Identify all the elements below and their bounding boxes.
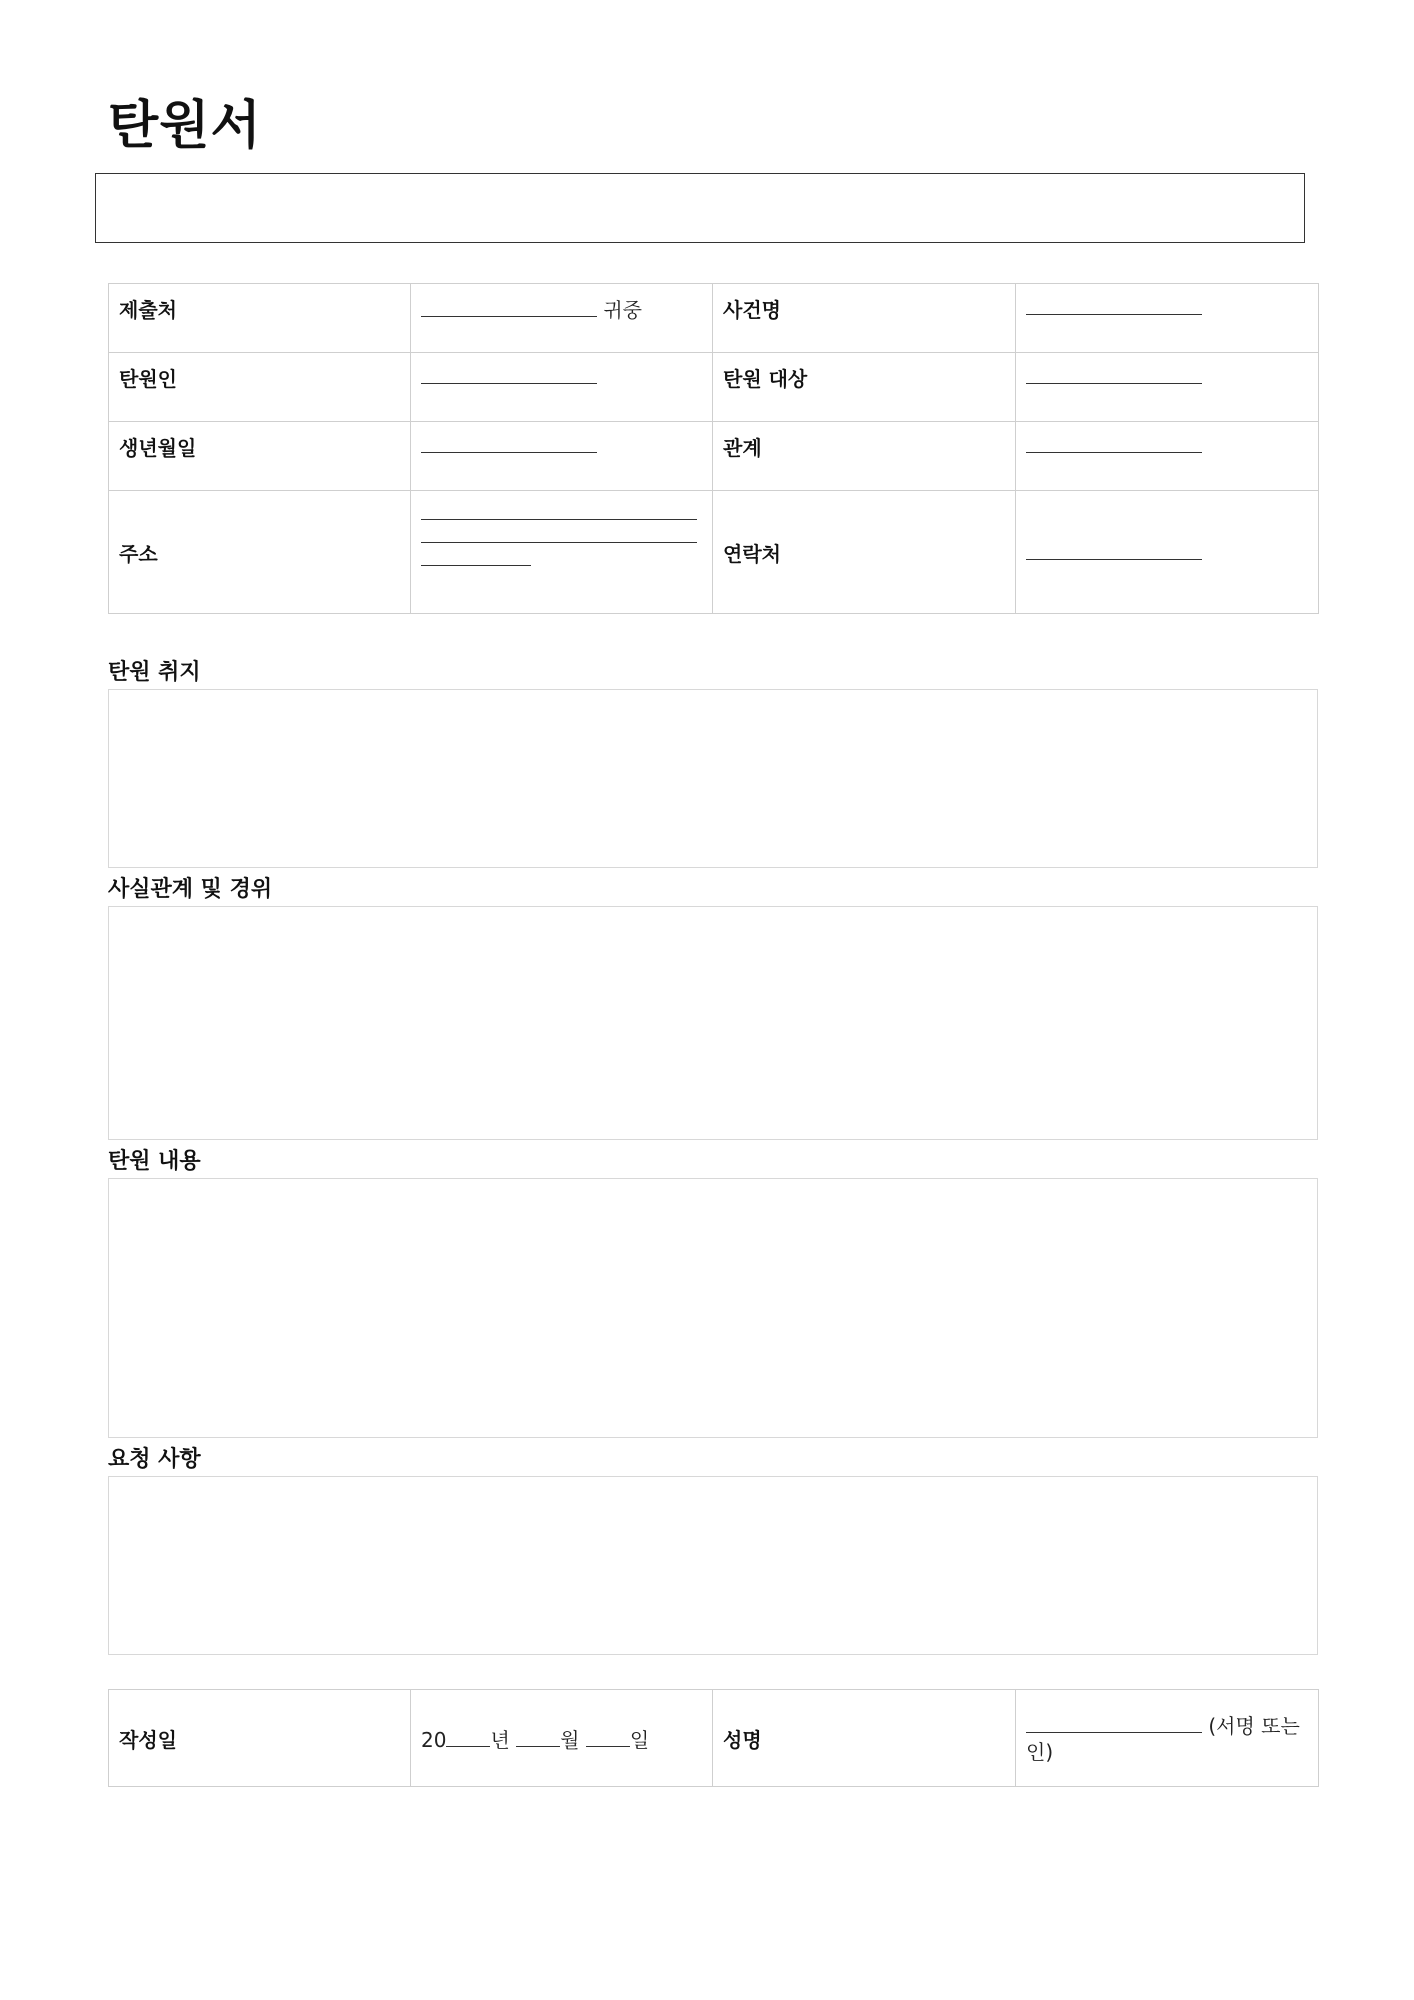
date-label: 작성일 (109, 1690, 411, 1787)
submit-to-suffix: 귀중 (603, 298, 642, 322)
signature-table (108, 1689, 1319, 1787)
petitioner-blank[interactable] (421, 363, 597, 384)
petitioner-label: 탄원인 (109, 353, 411, 422)
info-table (108, 283, 1319, 614)
request-label: 요청 사항 (108, 1447, 201, 1472)
date-prefix: 20 (421, 1727, 447, 1752)
request-textbox[interactable] (108, 1476, 1318, 1655)
petitioner-field[interactable] (411, 353, 713, 422)
relation-field[interactable] (1016, 422, 1319, 491)
contact-label: 연락처 (713, 491, 1016, 614)
purpose-textbox[interactable] (108, 689, 1318, 868)
target-blank[interactable] (1026, 363, 1202, 384)
target-field[interactable] (1016, 353, 1319, 422)
date-field[interactable] (411, 1690, 713, 1787)
case-name-field[interactable] (1016, 284, 1319, 353)
address-blank-1[interactable] (421, 505, 697, 520)
address-blank-2[interactable] (421, 528, 697, 543)
name-label: 성명 (713, 1690, 1016, 1787)
month-blank[interactable] (516, 1726, 560, 1747)
title-input-box[interactable] (95, 173, 1305, 243)
birth-label: 생년월일 (109, 422, 411, 491)
case-name-label: 사건명 (713, 284, 1016, 353)
year-unit: 년 (490, 1727, 510, 1752)
target-label: 탄원 대상 (713, 353, 1016, 422)
relation-label: 관계 (713, 422, 1016, 491)
submit-to-blank[interactable] (421, 296, 597, 317)
signature-field[interactable] (1016, 1690, 1319, 1787)
address-field[interactable] (411, 491, 713, 614)
birth-field[interactable] (411, 422, 713, 491)
address-blank-3[interactable] (421, 551, 531, 566)
signature-blank[interactable] (1026, 1712, 1202, 1733)
facts-textbox[interactable] (108, 906, 1318, 1140)
day-blank[interactable] (586, 1726, 630, 1747)
case-name-blank[interactable] (1026, 294, 1202, 315)
signature-suffix: (서명 또는 (1208, 1713, 1300, 1738)
document-title: 탄원서 (108, 96, 262, 156)
submit-to-field[interactable] (411, 284, 713, 353)
facts-label: 사실관계 및 경위 (108, 877, 273, 902)
relation-blank[interactable] (1026, 432, 1202, 453)
content-label: 탄원 내용 (108, 1149, 201, 1174)
month-unit: 월 (560, 1727, 580, 1752)
contact-field[interactable] (1016, 491, 1319, 614)
submit-to-label: 제출처 (109, 284, 411, 353)
address-label: 주소 (109, 491, 411, 614)
contact-blank[interactable] (1026, 539, 1202, 560)
birth-blank[interactable] (421, 432, 597, 453)
purpose-label: 탄원 취지 (108, 660, 201, 685)
year-blank[interactable] (446, 1726, 490, 1747)
signature-suffix-2: 인) (1026, 1739, 1054, 1764)
content-textbox[interactable] (108, 1178, 1318, 1438)
day-unit: 일 (629, 1727, 650, 1752)
